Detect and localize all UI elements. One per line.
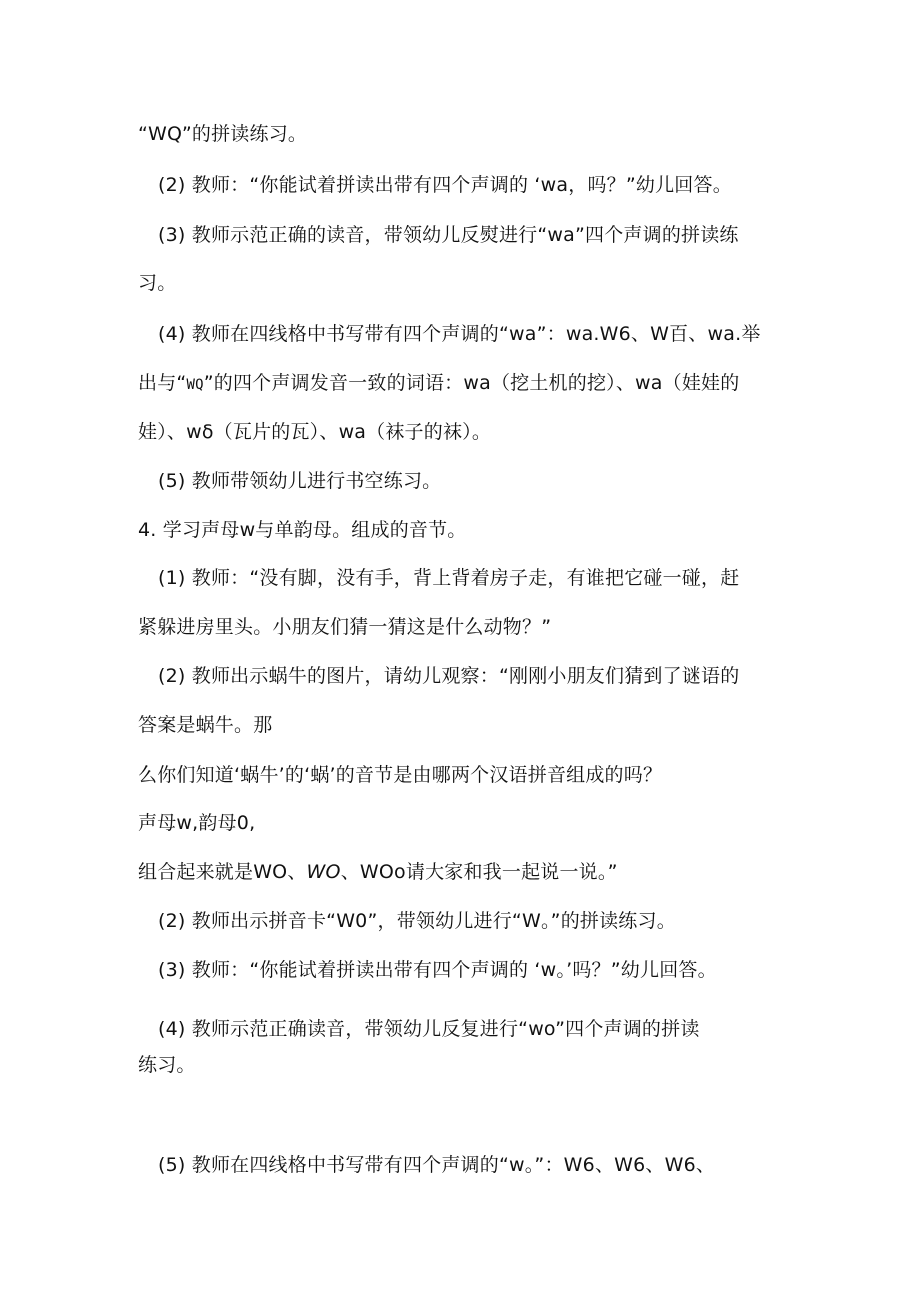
- text-line-12: (2) 教师出示蜗牛的图片，请幼儿观察：“刚刚小朋友们猜到了谜语的: [158, 665, 740, 687]
- text-line-7: 娃）、wδ（瓦片的瓦）、wa（袜子的袜）。: [138, 421, 492, 443]
- text-line-19: (4) 教师示范正确读音，带领幼儿反复进行“wo”四个声调的拼读: [158, 1018, 700, 1040]
- text-line-6-small-pinyin: WQ: [186, 377, 204, 393]
- text-line-8: (5) 教师带领幼儿进行书空练习。: [158, 470, 442, 492]
- text-line-6: [138, 371, 739, 397]
- text-line-2: (2) 教师：“你能试着拼读出带有四个声调的 ‘wa，吗？”幼儿回答。: [158, 174, 732, 196]
- text-line-16-prefix: 组合起来就是WO、: [138, 861, 307, 883]
- text-line-16-suffix: 、WOo请大家和我一起说一说。”: [340, 861, 618, 883]
- text-line-11: 紧躲进房里头。小朋友们猜一猜这是什么动物？”: [138, 616, 552, 638]
- text-line-15: 声母w,韵母0,: [138, 812, 256, 834]
- text-line-18: (3) 教师：“你能试着拼读出带有四个声调的 ‘w。’吗？”幼儿回答。: [158, 959, 717, 981]
- text-line-5: (4) 教师在四线格中书写带有四个声调的“wa”：wa.W6、W百、wa.举: [158, 323, 761, 345]
- text-line-6-prefix: 出与“: [138, 372, 187, 394]
- text-line-1: “WQ”的拼读练习。: [138, 123, 308, 145]
- text-line-20: 练习。: [138, 1054, 196, 1076]
- text-line-10: (1) 教师：“没有脚，没有手，背上背着房子走，有谁把它碰一碰，赶: [158, 567, 740, 589]
- text-line-4: 习。: [138, 272, 177, 294]
- text-line-16-italic-pinyin: WO: [306, 861, 341, 883]
- text-line-13: 答案是蜗牛。那: [138, 714, 273, 736]
- text-line-21: (5) 教师在四线格中书写带有四个声调的“w。”：W6、W6、W6、: [158, 1154, 716, 1176]
- section-heading-4: 4. 学习声母w与单韵母。组成的音节。: [138, 519, 467, 541]
- text-line-3: (3) 教师示范正确的读音，带领幼儿反熨进行“wa”四个声调的拼读练: [158, 224, 739, 246]
- text-line-14: 么你们知道‘蜗牛’的‘蜗’的音节是由哪两个汉语拼音组成的吗？: [138, 764, 663, 786]
- text-line-17: (2) 教师出示拼音卡“W0”，带领幼儿进行“W。”的拼读练习。: [158, 910, 676, 932]
- text-line-16: [138, 860, 618, 884]
- text-line-6-suffix: ”的四个声调发音一致的词语：wa（挖土机的挖）、wa（娃娃的: [203, 372, 740, 394]
